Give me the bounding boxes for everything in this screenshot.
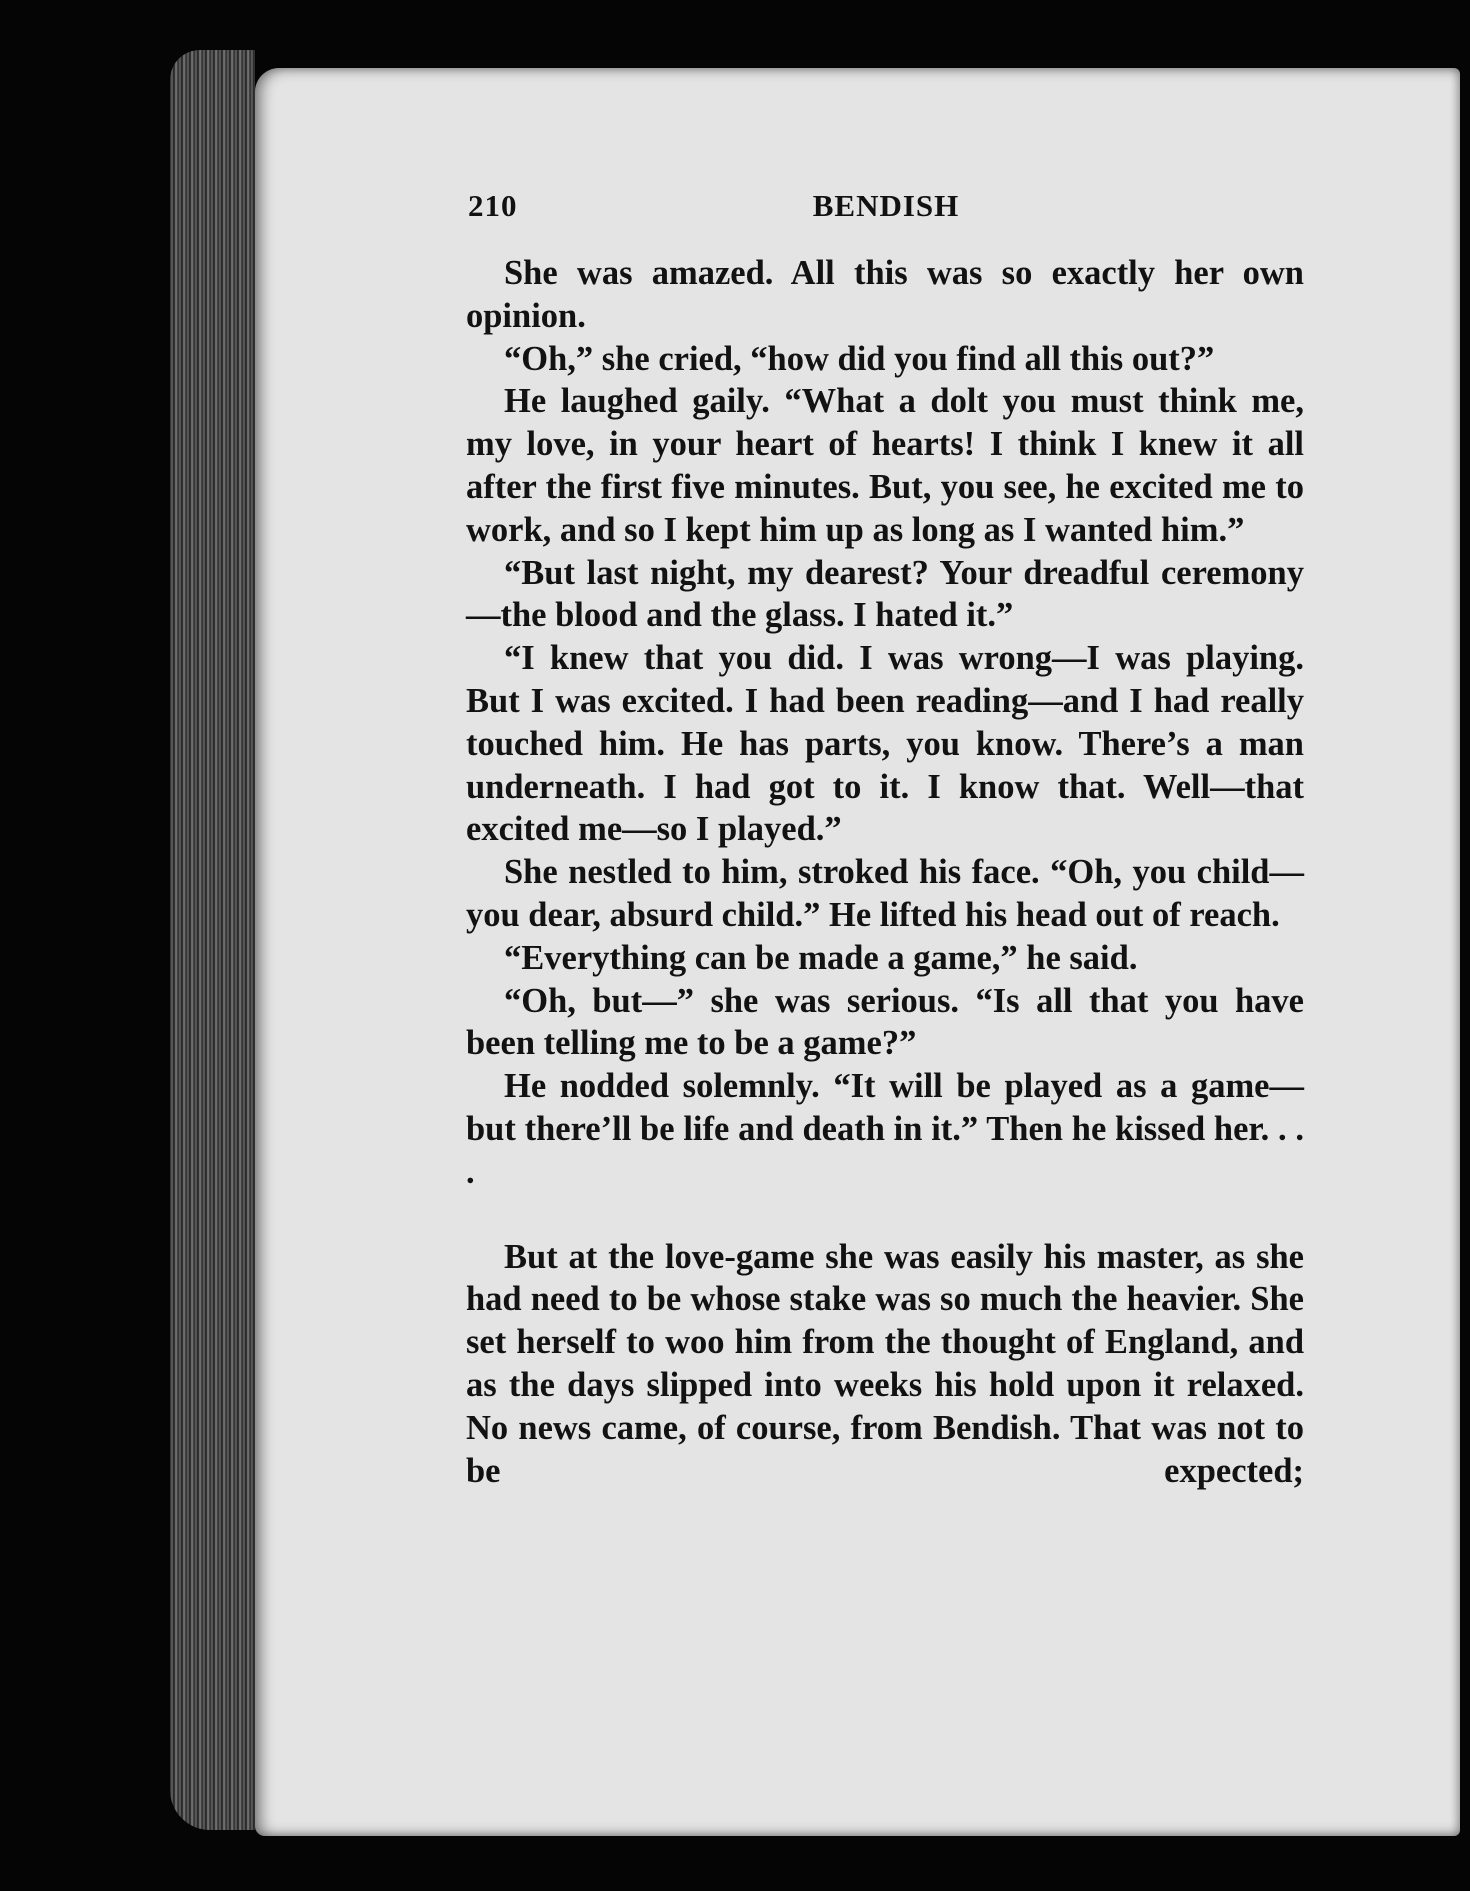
paragraph: She nestled to him, stroked his face. “Oh, you child—you dear, absurd child.” He lifted his head out of reach. [466, 853, 1304, 934]
paragraph: “Everything can be made a game,” he said. [504, 938, 1138, 977]
running-head: BENDISH [812, 188, 960, 223]
page-number: 210 [468, 188, 518, 223]
paragraph: He nodded solemnly. “It will be played as a game—but there’ll be life and death in it.” Then he kissed her. . . . [466, 1067, 1304, 1191]
paragraph: She was amazed. All this was so exactly her own opinion. [466, 254, 1304, 335]
paragraph: “But last night, my dearest? Your dreadful ceremony—the blood and the glass. I hated it.” [466, 553, 1304, 635]
paragraph: “Oh, but—” she was serious. “Is all that you have been telling me to be a game?” [466, 981, 1304, 1063]
page-header [468, 180, 1304, 230]
body-text [466, 252, 1304, 1492]
paragraph: He laughed gaily. “What a dolt you must think me, my love, in your heart of hearts! I think I knew it all after the first five minutes. But, you see, he excited me to work, and so I kept him up as long as I wanted him.” [466, 382, 1304, 549]
book-page-edges [170, 50, 255, 1830]
paragraph: “I knew that you did. I was wrong—I was playing. But I was excited. I had been reading—and I had really touched him. He has parts, you know. There’s a man underneath. I had got to it. I know that. Well—that excited me—so I played.” [466, 639, 1304, 849]
paragraph: “Oh,” she cried, “how did you find all this out?” [504, 339, 1215, 378]
paragraph: But at the love-game she was easily his master, as she had need to be whose stake was so much the heavier. She set herself to woo him from the thought of England, and as the days slipped into weeks his hold upon it relaxed. No news came, of course, from Bendish. That was not to be expected; [466, 1237, 1304, 1490]
